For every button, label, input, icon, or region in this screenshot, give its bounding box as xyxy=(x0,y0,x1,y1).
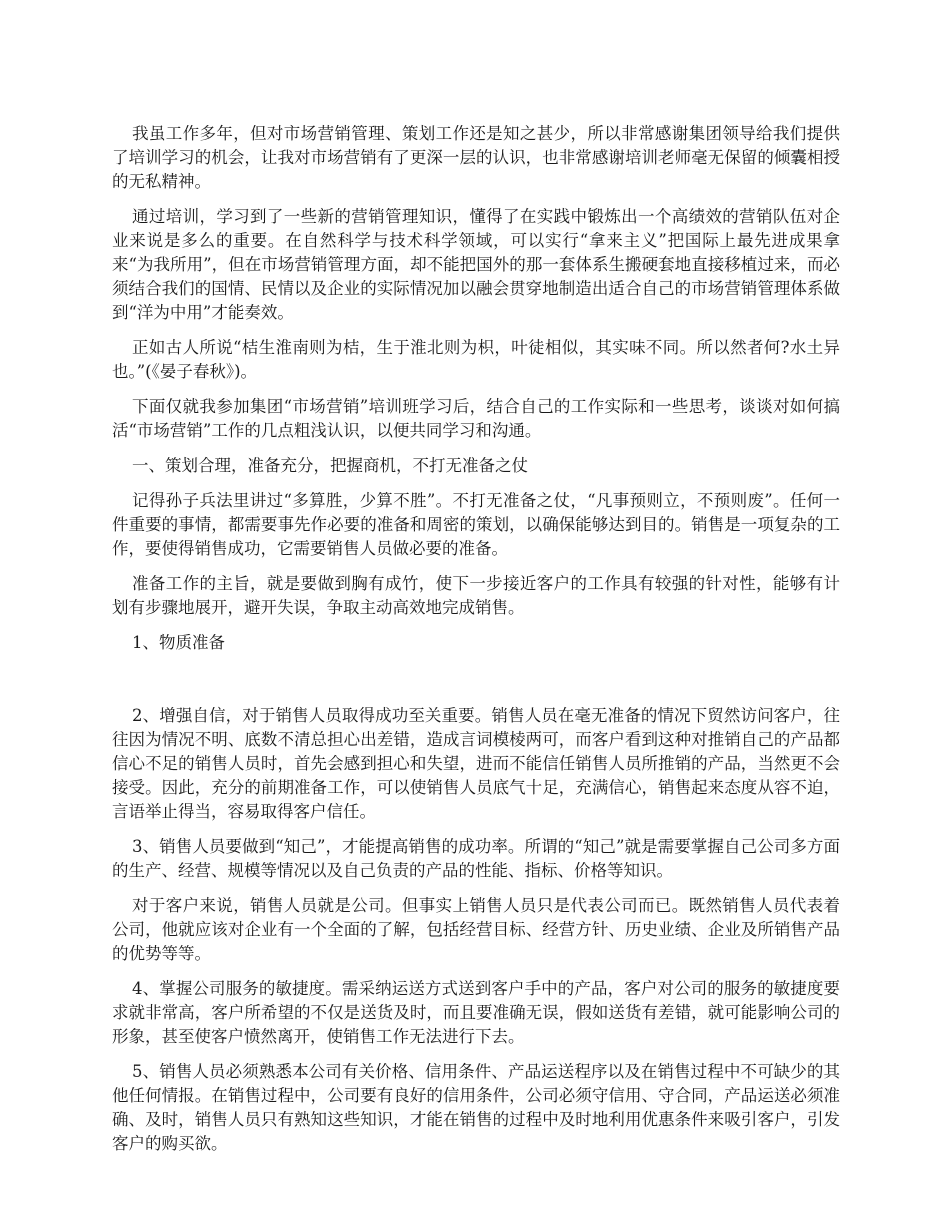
paragraph-service-agility: 4、掌握公司服务的敏捷度。需采纳运送方式送到客户手中的产品，客户对公司的服务的敏捷度要求就非常高，客户所希望的不仅是送货及时，而且要准确无误，假如送货有差错，就可能影响公司的形象，甚至使客户愤然离开，使销售工作无法进行下去。 xyxy=(112,979,840,1046)
paragraph-represent-company: 对于客户来说，销售人员就是公司。但事实上销售人员只是代表公司而已。既然销售人员代表着公司，他就应该对企业有一个全面的了解，包括经营目标、经营方针、历史业绩、企业及所销售产品的优势等等。 xyxy=(112,896,840,963)
subheading-material-prep: 1、物质准备 xyxy=(132,633,225,652)
paragraph-preparation: 准备工作的主旨，就是要做到胸有成竹，使下一步接近客户的工作具有较强的针对性，能够有计划有步骤地展开，避开失误，争取主动高效地完成销售。 xyxy=(112,574,840,617)
blank-gap xyxy=(112,666,840,704)
paragraph-sunzi: 记得孙子兵法里讲过“多算胜，少算不胜”。不打无准备之仗，“凡事预则立，不预则废”。任何一件重要的事情，都需要事先作必要的准备和周密的策划，以确保能够达到目的。销售是一项复杂的工作，要使得销售成功，它需要销售人员做必要的准备。 xyxy=(112,491,840,558)
document-body xyxy=(112,122,840,1167)
paragraph-company-info: 5、销售人员必须熟悉本公司有关价格、信用条件、产品运送程序以及在销售过程中不可缺少的其他任何情报。在销售过程中，公司要有良好的信用条件，公司必须守信用、守合同，产品运送必须准确、及时，销售人员只有熟知这些知识，才能在销售的过程中及时地利用优惠条件来吸引客户，引发客户的购买欲。 xyxy=(112,1062,840,1153)
paragraph-training: 通过培训，学习到了一些新的营销管理知识，懂得了在实践中锻炼出一个高绩效的营销队伍对企业来说是多么的重要。在自然科学与技术科学领域，可以实行“拿来主义”把国际上最先进成果拿来“为我所用”，但在市场营销管理方面，却不能把国外的那一套体系生搬硬套地直接移植过来，而必须结合我们的国情、民情以及企业的实际情况加以融会贯穿地制造出适合自己的市场营销管理体系做到“洋为中用”才能奏效。 xyxy=(112,207,840,322)
paragraph-know-yourself: 3、销售人员要做到“知己”，才能提高销售的成功率。所谓的“知己”就是需要掌握自己公司多方面的生产、经营、规模等情况以及自己负责的产品的性能、指标、价格等知识。 xyxy=(112,837,840,880)
paragraph-overview: 下面仅就我参加集团“市场营销”培训班学习后，结合自己的工作实际和一些思考，谈谈对如何搞活“市场营销”工作的几点粗浅认识，以便共同学习和沟通。 xyxy=(112,397,840,440)
paragraph-intro: 我虽工作多年，但对市场营销管理、策划工作还是知之甚少，所以非常感谢集团领导给我们提供了培训学习的机会，让我对市场营销有了更深一层的认识，也非常感谢培训老师毫无保留的倾囊相授的无私精神。 xyxy=(112,124,840,191)
paragraph-confidence: 2、增强自信，对于销售人员取得成功至关重要。销售人员在毫无准备的情况下贸然访问客户，往往因为情况不明、底数不清总担心出差错，造成言词模棱两可，而客户看到这种对推销自己的产品都信心不足的销售人员时，首先会感到担心和失望，进而不能信任销售人员所推销的产品，当然更不会接受。因此，充分的前期准备工作，可以使销售人员底气十足，充满信心，销售起来态度从容不迫，言语举止得当，容易取得客户信任。 xyxy=(112,706,840,821)
section-heading-1: 一、策划合理，准备充分，把握商机，不打无准备之仗 xyxy=(132,456,528,475)
paragraph-quote: 正如古人所说“桔生淮南则为桔，生于淮北则为枳，叶徒相似，其实味不同。所以然者何?水土异也。”(《晏子春秋》)。 xyxy=(112,338,840,381)
